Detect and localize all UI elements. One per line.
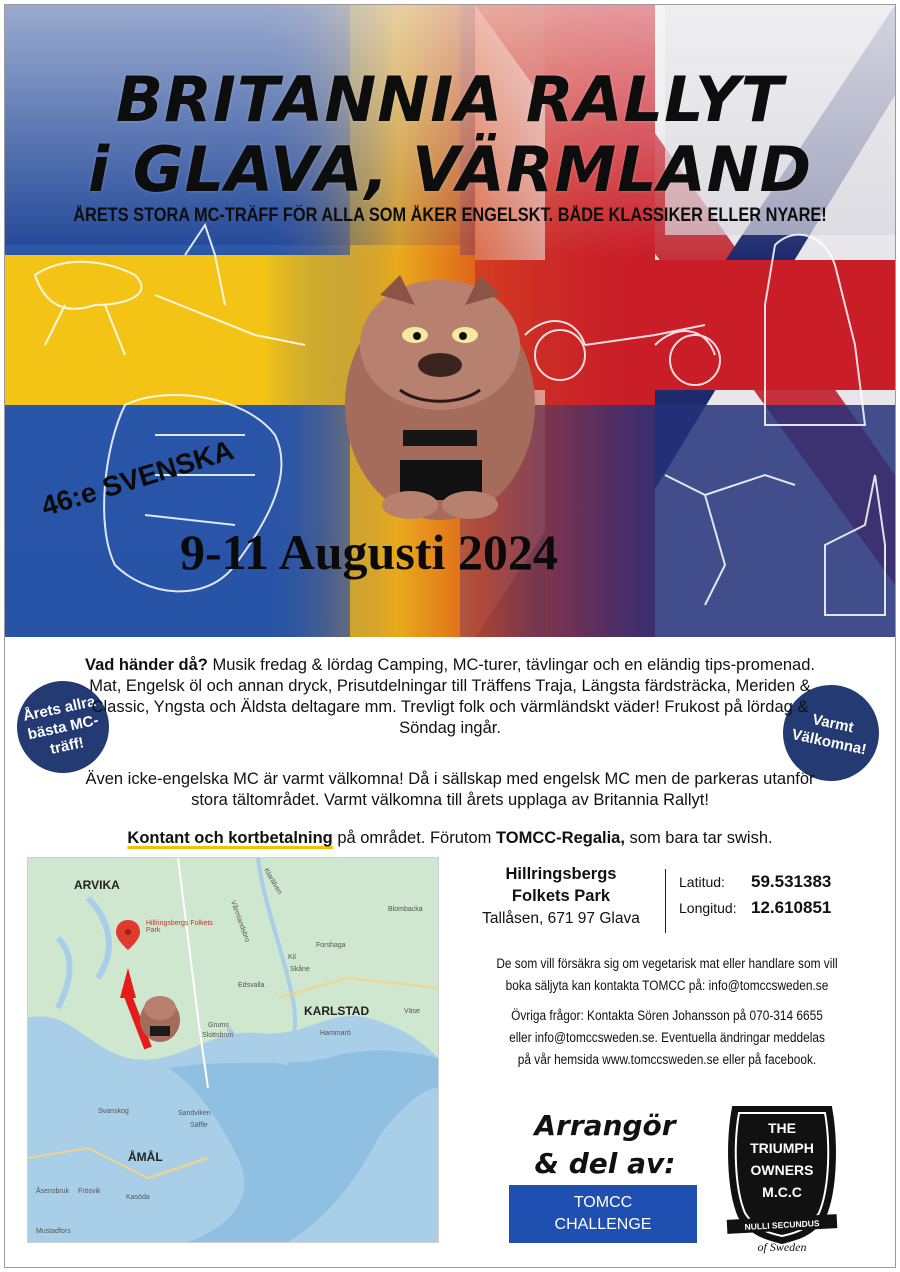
map-place-grums: Grums xyxy=(208,1022,229,1029)
map-river-klaralven: Klarälven xyxy=(262,867,283,896)
map-place-mustadfors: Mustadfors xyxy=(36,1228,71,1235)
general-contact-line1: Övriga frågor: Kontakta Sören Johansson på 070-314 6655 xyxy=(511,1008,823,1023)
payment-methods: Kontant och kortbetalning xyxy=(127,829,333,847)
latitude-value: 59.531383 xyxy=(751,872,832,891)
map-place-svanskog: Svanskog xyxy=(98,1108,129,1115)
map-marker-label: Hillringsbergs Folkets Park xyxy=(146,920,213,934)
description-lead: Vad händer då? xyxy=(84,656,208,674)
event-subtitle: ÅRETS STORA MC-TRÄFF FÖR ALLA SOM ÅKER ENGELSKT. BÅDE KLASSIKER ELLER NYARE! xyxy=(73,205,827,226)
map-place-vase: Väse xyxy=(404,1008,420,1015)
map-place-asensbruk: Åsensbruk xyxy=(36,1188,70,1195)
map-place-slottsbron: Slottsbron xyxy=(202,1032,234,1039)
payment-middle-text: på området. Förutom xyxy=(332,829,496,847)
tomcc-challenge-logo xyxy=(509,1185,697,1243)
welcome-badge: Varmt Välkomna! xyxy=(774,676,888,790)
organizer-line2: & del av: xyxy=(534,1147,676,1180)
map-place-varmlandsbro: Vårmlandsbro xyxy=(229,899,251,944)
logo-text-owners: OWNERS xyxy=(750,1162,814,1178)
challenge-line2: CHALLENGE xyxy=(554,1216,652,1233)
description-text: Musik fredag & lördag Camping, MC-turer, tävlingar och en eländig tips-promenad. Mat, Engelsk öl och annan dryck, Prisutdelningar till Träffens Traja, Längsta färdsträcka, Meriden & Classic, Yngsta och Äldsta deltagare mm. Trevligt folk och värmländskt väder! Frukost på lördag & Söndag ingår. xyxy=(89,656,815,737)
challenge-line1: TOMCC xyxy=(573,1194,633,1211)
map-place-kasoda: Kasöda xyxy=(126,1194,150,1201)
vendor-contact xyxy=(482,953,852,997)
non-english-mc-note: Även icke-engelska MC är varmt välkomna! Då i sällskap med engelsk MC men de parkeras utanför stora tältområdet. Varmt välkomna till årets upplaga av Britannia Rallyt! xyxy=(85,770,815,809)
logo-subtitle: of Sweden xyxy=(757,1240,807,1254)
map-place-kil: Kil xyxy=(288,954,296,961)
event-title-line1: BRITANNIA RALLYT xyxy=(115,63,785,136)
payment-end-text: som bara tar swish. xyxy=(624,829,773,847)
general-contact-line2: eller info@tomccsweden.se. Eventuella ändringar meddelas xyxy=(509,1030,825,1045)
map-place-hammaro: Hammarö xyxy=(320,1030,351,1037)
vendor-contact-line1: De som vill försäkra sig om vegetarisk mat eller handlare som vill xyxy=(496,956,838,971)
logo-text-mcc: M.C.C xyxy=(762,1184,802,1200)
vendor-contact-line2: boka säljyta kan kontakta TOMCC på: info@tomccsweden.se xyxy=(505,978,829,993)
coordinates xyxy=(679,869,831,921)
map-place-saffle: Säffle xyxy=(190,1122,208,1129)
map-place-skane: Skåne xyxy=(290,966,310,973)
divider xyxy=(665,869,666,933)
map-place-sandviken: Sandviken xyxy=(178,1110,211,1117)
event-description xyxy=(75,655,825,739)
regalia-note: TOMCC-Regalia, xyxy=(495,829,625,847)
event-title-line2: i GLAVA, VÄRMLAND xyxy=(87,133,813,206)
best-meet-badge: Årets allra bästa MC-träff! xyxy=(8,672,117,781)
location-map[interactable] xyxy=(27,857,439,1243)
payment-info xyxy=(5,829,895,848)
map-town-arvika: ARVIKA xyxy=(74,878,120,892)
latitude-label: Latitud: xyxy=(679,874,725,890)
map-town-karlstad: KARLSTAD xyxy=(304,1004,370,1018)
poster xyxy=(4,4,896,1268)
organizer-heading xyxy=(513,1107,697,1183)
logo-motto: NULLI SECUNDUS xyxy=(744,1218,820,1232)
edition-label: 46:e SVENSKA xyxy=(37,434,238,523)
hero-banner xyxy=(5,5,895,637)
longitude-value: 12.610851 xyxy=(751,898,832,917)
longitude-label: Longitud: xyxy=(679,900,737,916)
venue-info xyxy=(463,863,659,931)
triumph-owners-logo xyxy=(723,1099,841,1259)
bulldog-mascot xyxy=(345,275,535,520)
general-contact-line3: på vår hemsida www.tomccsweden.se eller på facebook. xyxy=(517,1052,817,1067)
general-contact xyxy=(482,1005,852,1071)
map-town-amal: ÅMÅL xyxy=(128,1150,163,1164)
venue-name-line2: Folkets Park xyxy=(511,887,611,905)
map-bulldog-icon xyxy=(140,996,180,1042)
map-place-edsvalla: Edsvalla xyxy=(238,982,265,989)
event-dates: 9-11 Augusti 2024 xyxy=(180,524,558,580)
venue-address: Tallåsen, 671 97 Glava xyxy=(482,910,640,927)
map-place-blombacka: Blombacka xyxy=(388,906,423,913)
logo-text-triumph: TRIUMPH xyxy=(750,1140,814,1156)
map-place-frosvik: Frösvik xyxy=(78,1188,101,1195)
venue-name-line1: Hillringsbergs xyxy=(505,865,617,883)
logo-text-the: THE xyxy=(768,1120,796,1136)
organizer-line1: Arrangör xyxy=(534,1109,676,1142)
map-place-forshaga: Forshaga xyxy=(316,942,346,949)
